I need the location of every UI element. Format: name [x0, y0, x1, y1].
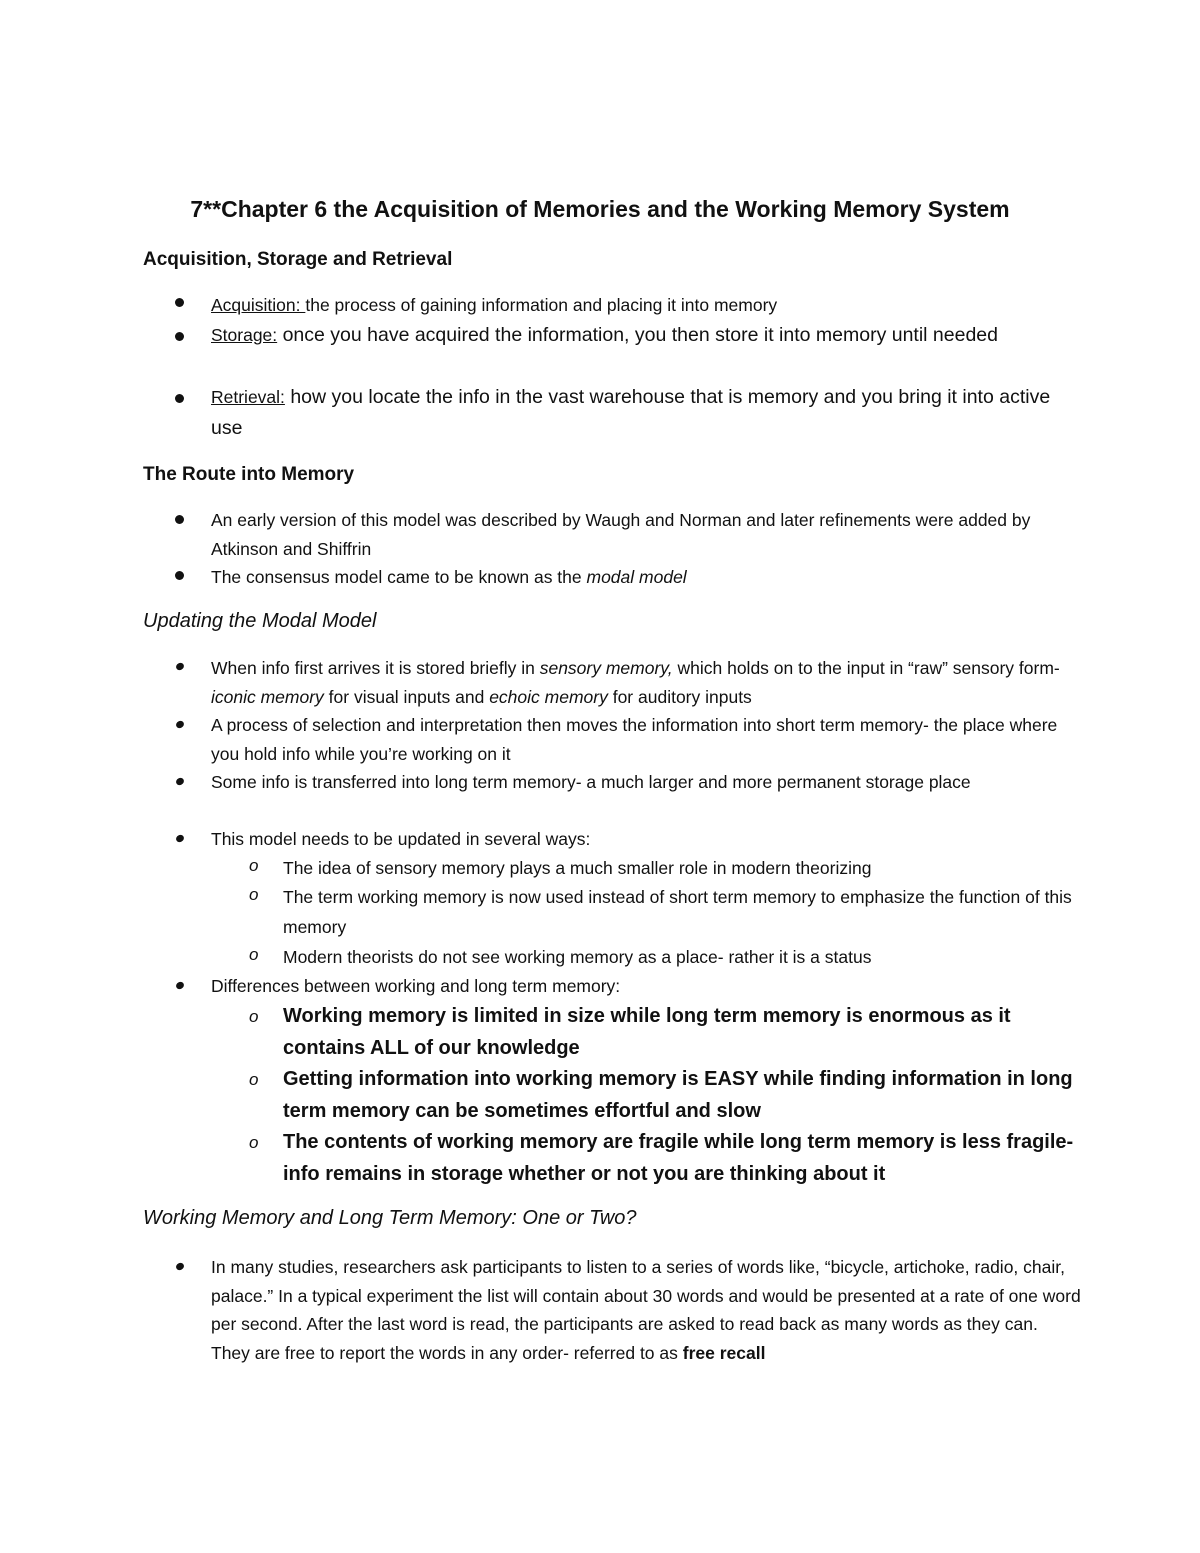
bullet-icon	[175, 394, 184, 403]
bullet-icon	[175, 571, 184, 580]
bullet-icon	[175, 298, 184, 307]
circle-bullet-icon: o	[249, 885, 259, 904]
emphasis-text: iconic memory	[211, 686, 324, 707]
list-item-model-update: This model needs to be updated in several ways:	[211, 829, 591, 849]
list-item-acquisition	[211, 291, 1081, 320]
text-run: In many studies, researchers ask participants to listen to a series of words like, “bicycle, artichoke, radio, chair, palace.” In a typical experiment the list will contain about 30 words and would be presented at a rate of one word per second. After the last word is read, the participants are asked to read back as many words as they can. They are free to report the words in any order- referred to as	[211, 1257, 1081, 1363]
sub-item-easy-vs-effortful: Getting information into working memory is EASY while finding information in long term memory can be sometimes effortful and slow	[283, 1068, 1073, 1122]
list-item-free-recall-study	[211, 1253, 1081, 1367]
term-definition: the process of gaining information and placing it into memory	[305, 295, 778, 315]
bullet-icon	[175, 1262, 185, 1272]
term-label: Acquisition:	[211, 295, 306, 315]
text-run: When info first arrives it is stored briefly in	[211, 658, 540, 678]
term-definition: once you have acquired the information, you then store it into memory until needed	[277, 324, 998, 346]
bullet-icon	[175, 720, 185, 730]
emphasis-text: modal model	[586, 567, 687, 587]
sub-item-fragile-contents: The contents of working memory are fragile while long term memory is less fragile- info remains in storage whether or not you are thinking about it	[283, 1131, 1074, 1185]
list-item-consensus-model	[211, 563, 1081, 592]
heading-one-or-two: Working Memory and Long Term Memory: One or Two?	[143, 1207, 637, 1229]
bullet-icon	[175, 515, 184, 524]
list-item-selection-interpretation: A process of selection and interpretation then moves the information into short term memory- the place where you hold info while you’re working on it	[211, 715, 1058, 764]
term-label: Retrieval:	[211, 387, 285, 407]
emphasis-text: sensory memory,	[539, 658, 673, 678]
sub-item-working-memory-term: The term working memory is now used instead of short term memory to emphasize the function of this memory	[283, 887, 1072, 937]
bullet-icon	[175, 834, 185, 844]
list-item-sensory-memory	[211, 654, 1081, 711]
text-run: The consensus model came to be known as the	[211, 567, 587, 587]
circle-bullet-icon: o	[249, 1133, 259, 1152]
list-item-long-term-transfer: Some info is transferred into long term memory- a much larger and more permanent storage place	[211, 772, 971, 792]
text-run: which holds on to the input in “raw” sensory form-	[672, 658, 1060, 678]
list-item-storage	[211, 320, 1081, 351]
sub-item-status-not-place: Modern theorists do not see working memory as a place- rather it is a status	[283, 947, 872, 967]
heading-route-into-memory: The Route into Memory	[143, 464, 355, 485]
bullet-icon	[175, 332, 184, 341]
circle-bullet-icon: o	[249, 945, 259, 964]
list-item-early-version: An early version of this model was described by Waugh and Norman and later refinements were added by Atkinson and Shiffrin	[211, 510, 1031, 559]
bullet-icon	[175, 777, 185, 787]
circle-bullet-icon: o	[249, 1070, 259, 1089]
sub-item-sensory-role: The idea of sensory memory plays a much smaller role in modern theorizing	[283, 858, 872, 878]
text-run: for visual inputs and	[323, 686, 490, 707]
heading-updating-modal-model: Updating the Modal Model	[143, 610, 377, 632]
term-label: Storage:	[211, 325, 278, 345]
bold-term: free recall	[682, 1342, 766, 1363]
sub-item-limited-size: Working memory is limited in size while long term memory is enormous as it contains ALL of our knowledge	[283, 1005, 1011, 1059]
emphasis-text: echoic memory	[489, 686, 608, 707]
circle-bullet-icon: o	[249, 856, 259, 875]
bullet-icon	[175, 662, 185, 672]
bullet-icon	[175, 981, 185, 991]
list-item-differences: Differences between working and long term memory:	[211, 976, 621, 996]
circle-bullet-icon: o	[249, 1007, 259, 1026]
list-item-retrieval	[211, 382, 1081, 444]
page-title: 7**Chapter 6 the Acquisition of Memories and the Working Memory System	[190, 196, 1010, 222]
heading-acquisition-storage-retrieval: Acquisition, Storage and Retrieval	[143, 249, 453, 270]
term-definition: how you locate the info in the vast warehouse that is memory and you bring it into active use	[211, 386, 1051, 439]
text-run: for auditory inputs	[607, 686, 752, 707]
